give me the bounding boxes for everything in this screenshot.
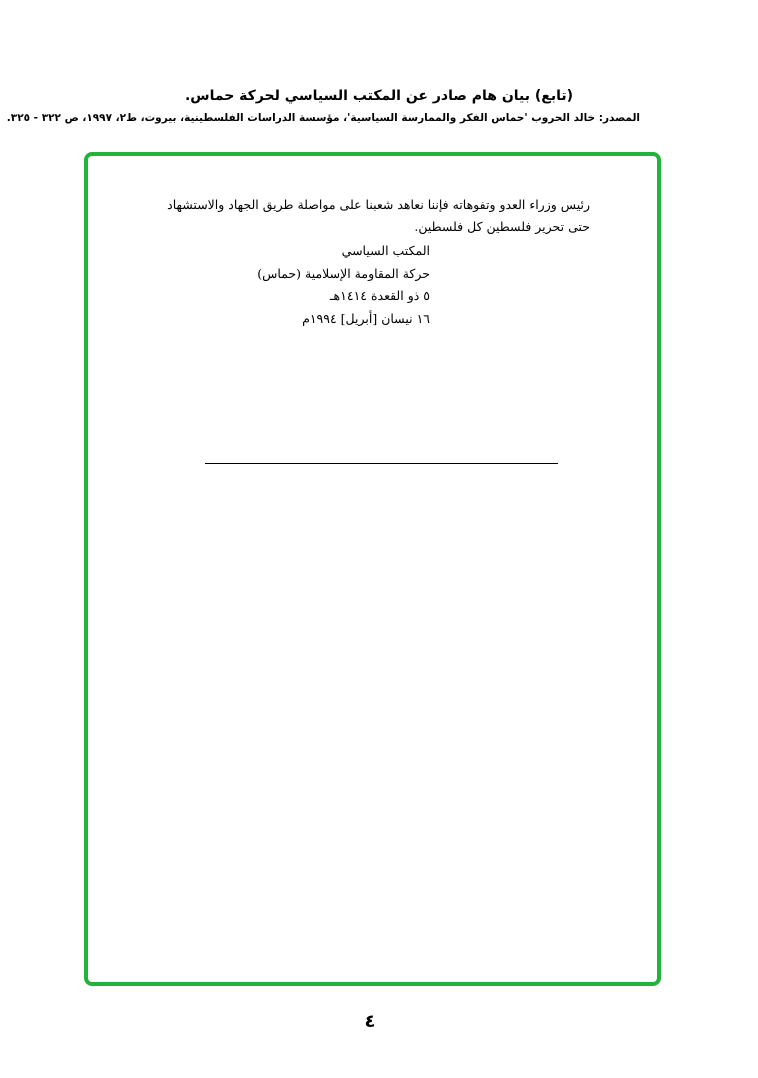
source-citation: المصدر: خالد الحروب 'حماس الفكر والممارسة السياسية'، مؤسسة الدراسات الفلسطينية، بيروت، ط٢، ١٩٩٧، ص ٣٢٢ - ٣٢٥. — [6, 112, 640, 124]
statement-body — [160, 194, 590, 238]
signature-office: المكتب السياسي — [341, 243, 430, 258]
page-title: (تابع) بيان هام صادر عن المكتب السياسي لحركة حماس. — [184, 88, 574, 104]
section-divider — [205, 463, 558, 464]
signature-gregorian-date: ١٦ نيسان [أبريل] ١٩٩٤م — [302, 310, 430, 326]
statement-line: حتى تحرير فلسطين كل فلسطين. — [414, 219, 590, 234]
statement-line: رئيس وزراء العدو وتفوهاته فإننا نعاهد شعبنا على مواصلة طريق الجهاد والاستشهاد — [167, 197, 590, 212]
signature-block — [130, 240, 430, 330]
page-number: ٤ — [364, 1011, 376, 1032]
signature-movement: حركة المقاومة الإسلامية (حماس) — [257, 265, 430, 281]
signature-hijri-date: ٥ ذو القعدة ١٤١٤هـ — [329, 288, 430, 303]
